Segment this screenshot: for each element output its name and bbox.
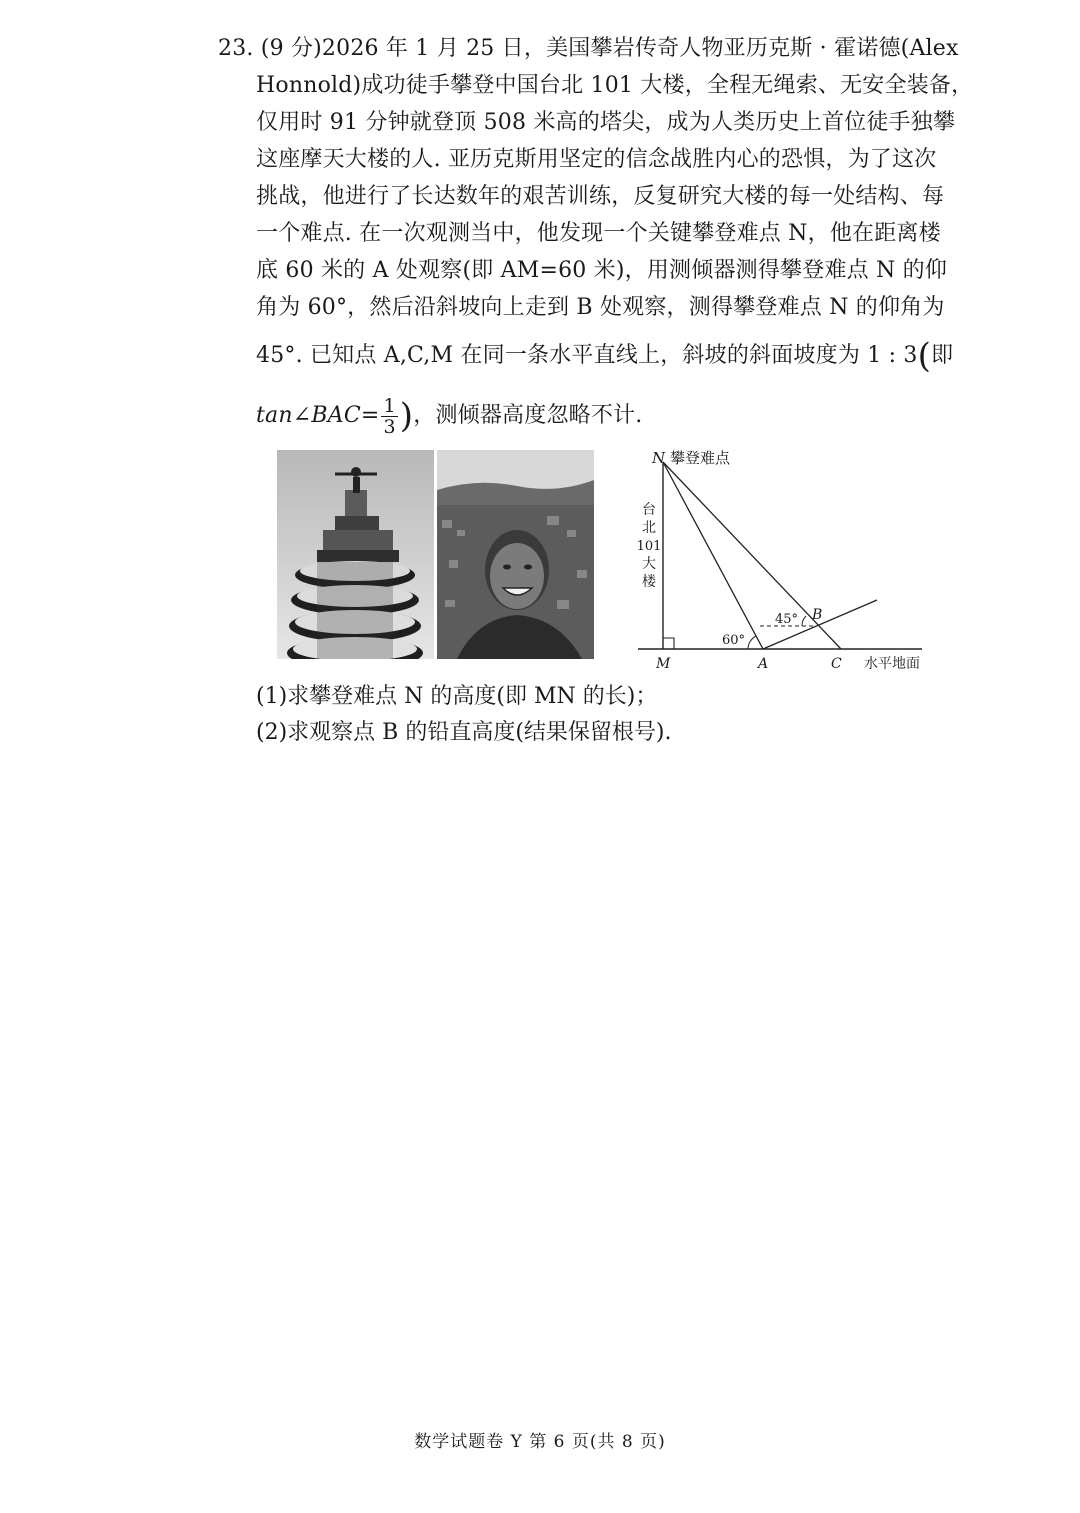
line-end-text: 即 — [931, 343, 954, 368]
questions — [256, 679, 671, 751]
tower-climber-photo — [277, 450, 434, 659]
problem-line-with-paren — [218, 326, 953, 386]
problem-line: 23. (9 分)2026 年 1 月 25 日，美国攀岩传奇人物亚历克斯 · 霍诺德(Alex — [218, 36, 959, 61]
page-footer: 数学试题卷 Y 第 6 页(共 8 页) — [414, 1432, 666, 1452]
climber-selfie-illustration — [437, 450, 594, 659]
building-label-char: 台 — [642, 502, 656, 518]
building-label-char: 楼 — [642, 574, 656, 590]
building-label-char: 北 — [642, 520, 656, 536]
problem-line: 角为 60°，然后沿斜坡向上走到 B 处观察，测得攀登难点 N 的仰角为 — [256, 295, 945, 320]
label-M: M — [656, 656, 671, 672]
fraction — [381, 396, 397, 437]
label-N-desc: 攀登难点 — [670, 449, 731, 467]
label-C: C — [831, 656, 842, 672]
label-N: N — [652, 449, 666, 467]
tan-suffix: ，测倾器高度忽略不计. — [413, 403, 643, 428]
problem-text — [218, 30, 974, 446]
label-B: B — [812, 607, 823, 623]
angle-60-label: 60° — [722, 633, 746, 648]
problem-line: 挑战，他进行了长达数年的艰苦训练，反复研究大楼的每一处结构、每 — [256, 184, 945, 209]
angle-60-arc — [748, 636, 756, 649]
problem-line: 一个难点. 在一次观测当中，他发现一个关键攀登难点 N，他在距离楼 — [256, 221, 941, 246]
problem-line: 45°. 已知点 A,C,M 在同一条水平直线上，斜坡的斜面坡度为 1 : 3 — [256, 343, 918, 368]
angle-45-arc — [802, 616, 806, 626]
question-2: (2)求观察点 B 的铅直高度(结果保留根号). — [256, 720, 672, 745]
line-NA — [663, 462, 763, 649]
problem-line: 这座摩天大楼的人. 亚历克斯用坚定的信念战胜内心的恐惧，为了这次 — [256, 147, 937, 172]
fraction-denominator: 3 — [383, 415, 396, 438]
right-angle-mark — [663, 638, 674, 649]
problem-line: Honnold)成功徒手攀登中国台北 101 大楼，全程无绳索、无安全装备， — [256, 73, 974, 98]
close-paren: ) — [399, 396, 414, 436]
fraction-numerator: 1 — [383, 394, 396, 417]
tan-prefix: tan∠BAC= — [256, 403, 380, 428]
climber-selfie-photo — [437, 450, 594, 659]
building-label-char: 大 — [642, 556, 656, 572]
label-A: A — [758, 656, 769, 672]
question-1: (1)求攀登难点 N 的高度(即 MN 的长)； — [256, 684, 658, 709]
tower-climber-illustration — [277, 450, 434, 659]
open-paren: ( — [917, 336, 932, 376]
tan-formula-line — [218, 386, 953, 446]
problem-line: 仅用时 91 分钟就登顶 508 米高的塔尖，成为人类历史上首位徒手独攀 — [256, 110, 956, 135]
ground-label: 水平地面 — [864, 656, 920, 672]
geometry-diagram — [632, 446, 942, 674]
building-label-char: 101 — [636, 539, 662, 554]
angle-45-label: 45° — [775, 612, 799, 627]
problem-line: 底 60 米的 A 处观察(即 AM=60 米)，用测倾器测得攀登难点 N 的仰 — [256, 258, 948, 283]
